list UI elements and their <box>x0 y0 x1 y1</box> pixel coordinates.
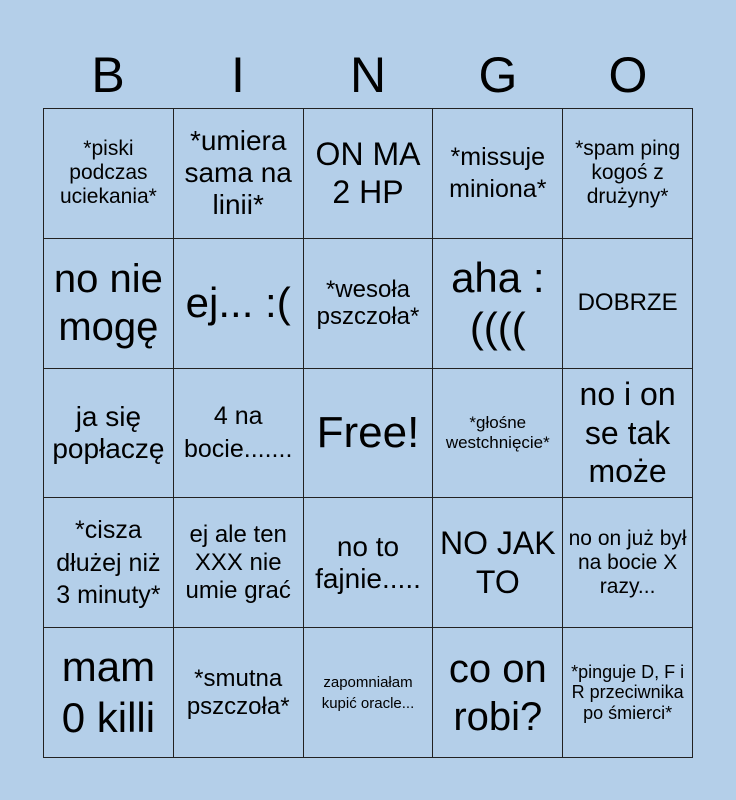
bingo-cell[interactable]: co on robi? <box>433 628 563 758</box>
free-space[interactable]: Free! <box>304 369 434 499</box>
bingo-cell[interactable]: *missuje miniona* <box>433 109 563 239</box>
bingo-cell[interactable]: *pinguje D, F i R przeciwnika po śmierci* <box>563 628 693 758</box>
bingo-cell[interactable]: *wesoła pszczoła* <box>304 239 434 369</box>
bingo-grid <box>43 108 693 758</box>
header-letter-o: O <box>608 47 648 103</box>
bingo-cell[interactable]: 4 na bocie....... <box>174 369 304 499</box>
bingo-cell[interactable]: no to fajnie..... <box>304 498 434 628</box>
bingo-cell[interactable]: aha :(((( <box>433 239 563 369</box>
bingo-cell[interactable]: ON MA 2 HP <box>304 109 434 239</box>
bingo-cell[interactable]: *umiera sama na linii* <box>174 109 304 239</box>
header-letter-g: G <box>478 47 518 103</box>
bingo-cell[interactable]: ej... :( <box>174 239 304 369</box>
bingo-cell[interactable]: no on już był na bocie X razy... <box>563 498 693 628</box>
bingo-cell[interactable]: *cisza dłużej niż 3 minuty* <box>44 498 174 628</box>
bingo-cell[interactable]: zapomniałam kupić oracle... <box>304 628 434 758</box>
bingo-header <box>43 42 693 108</box>
bingo-cell[interactable]: *piski podczas uciekania* <box>44 109 174 239</box>
bingo-cell[interactable]: DOBRZE <box>563 239 693 369</box>
bingo-cell[interactable]: ej ale ten XXX nie umie grać <box>174 498 304 628</box>
bingo-cell[interactable]: *głośne westchnięcie* <box>433 369 563 499</box>
bingo-cell[interactable]: *spam ping kogoś z drużyny* <box>563 109 693 239</box>
bingo-cell[interactable]: *smutna pszczoła* <box>174 628 304 758</box>
bingo-cell[interactable]: no i on se tak może <box>563 369 693 499</box>
header-letter-i: I <box>231 47 245 103</box>
bingo-cell[interactable]: mam 0 killi <box>44 628 174 758</box>
header-letter-b: B <box>91 47 125 103</box>
bingo-cell[interactable]: ja się popłaczę <box>44 369 174 499</box>
bingo-cell[interactable]: NO JAK TO <box>433 498 563 628</box>
header-letter-n: N <box>349 47 387 103</box>
bingo-cell[interactable]: no nie mogę <box>44 239 174 369</box>
